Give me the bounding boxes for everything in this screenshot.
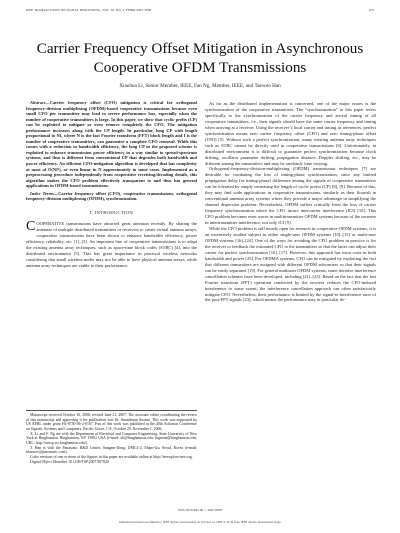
footnote: Manuscript received October 16, 2006; revised June 21, 2007. The associate editor coordinating the review of this manuscript and approving it for publication was Dr. Ananthram Swami. This work was supported by US AFRL under grant FA-8750-06-2-0167. Part of this work was published in the 40th Asilomar Conference on Signals, Systems and Computers, Pacific Grove, CA, October 29–November 1, 2006. — [26, 413, 197, 431]
page-number: 675 — [368, 8, 374, 12]
index-terms-text: Carrier frequency offset (CFO), cooperative transmissions, orthogonal frequency-division multiplexing (OFDM), synchronization. — [26, 190, 197, 202]
author-list: Xiaohua Li, Senior Member, IEEE, Fan Ng, Member, IEEE, and Taewoo Han — [119, 83, 281, 89]
abstract-text: Carrier frequency offset (CFO) mitigation is critical for orthogonal frequency-division multiplexing (OFDM)-based cooperative transmissions because even small CFO per transmitter may lead to severe performance loss, especially when the number of cooperative transmitters is large. In this paper, we show that cyclic prefix (CP) can be exploited to mitigate or even remove completely the CFO. The mitigation performance increases along with the CP length. In particular, long CP with length proportional to NI, where N is the fast Fourier transform (FFT) block length and I is the number of cooperative transmitters, can guarantee a complete CFO removal. While this comes with a reduction in bandwidth efficiency, the long CP in the proposed scheme is exploited to enhance transmission power efficiency in a way similar to spread-spectrum systems, and thus is different from conventional CP that degrades both bandwidth and power efficiency. An efficient CFO-mitigation algorithm is developed that has complexity at most of O(NI²), or even linear in N approximately in some cases. Implemented as a preprocessing procedure independently from cooperative receiving/decoding details, this algorithm makes the CFO problem effectively transparent to and thus has general applications in OFDM-based transmissions. — [26, 100, 197, 189]
paper-title: Carrier Frequency Offset Mitigation in Asynchronous Cooperative OFDM Transmissions — [36, 40, 364, 76]
journal-citation: IEEE TRANSACTIONS ON SIGNAL PROCESSING, VOL. 56, NO. 2, FEBRUARY 2008 — [26, 8, 152, 12]
left-column — [26, 100, 197, 268]
body-paragraph: Orthogonal-frequency-division-multiplexing (OFDM) transmission techniques [7] are desirable for combating the loss of timing-phase synchronization, since any limited propagation delay (or timing-phase) difference among the signals of cooperative transmitters can be tolerated by simply increasing the length of cyclic prefix (CP) [8], [9]. Because of this, they may find wide applications in cooperative transmissions, similarly as their flourish in conventional antenna array systems where they provide a major advantage in simplifying the channel dispersion problem. Nevertheless, OFDM suffers critically from the loss of carrier frequency synchronization where the CFO incurs intercarrier interference (ICI) [10]. This CFO problem becomes even worse in multitransmitter OFDM systems because of the increase in intertransmitter interference, not only ICI [9]. — [205, 166, 376, 226]
abstract — [26, 100, 197, 189]
intro-text: OOPERATIVE transmissions have attracted great attention recently. By sharing the antennas of multiple distributed transmitters or receivers to create virtual antenna arrays, cooperative transmissions have been shown to enhance bandwidth efficiency, power efficiency, reliability, etc. [1]–[3]. An important line of cooperative transmissions is to adapt the existing antenna array techniques, such as space-time block codes (STBC) [4], into the distributed environment [5]. This has great importance in practical wireless networks considering that small wireless nodes may not be able to have physical antenna arrays, while antenna array techniques are viable to their performance. — [26, 220, 197, 268]
issn-copyright: 1053-587X/$25.00 © 2007 IEEE — [177, 508, 223, 512]
drop-cap: C — [26, 218, 36, 234]
footnote: Digital Object Identifier 10.1109/TSP.2007.907820 — [30, 459, 109, 464]
license-notice: Authorized licensed use limited to: IEEE Xplore. Downloaded on October 14, 2008 at 16:36 from IEEE Xplore. Restrictions apply. — [118, 520, 282, 524]
running-head — [26, 8, 374, 12]
abstract-lead: Abstract— — [30, 100, 50, 105]
index-terms — [26, 191, 197, 202]
body-paragraph: While the CFO problem is still mostly open for research in cooperative OFDM systems, it is an extensively studied subject in either single-user OFDM systems [10]–[15] or multi-user OFDM systems [16]–[24]. One of the ways for avoiding the CFO problem in practice is for the receiver to feedback the estimated CFO to the transmitters so that the latter can adjust their carrier for perfect synchronization [16], [17]. However, this approach has extra costs in both bandwidth and power [25]. For OFDMA systems, CFO can be mitigated by exploiting the fact that different transmitters are assigned with different OFDM subcarriers so that their signals can be easily separated [19]. For general multiuser OFDM systems, some iterative interference cancellation schemes have been developed, including [21]–[23]. Based on the fact that the fast Fourier transform (FFT) operation conducted by the receiver reduces the CFO-induced interference to some extent, the interference cancellation approach can often satisfactorily mitigate CFO. Nevertheless, their performance is limited by the signal-to-interference ratio of the post-FFT signals [23], which means the performance may in particular de- — [205, 226, 376, 303]
section-heading: I. INTRODUCTION — [89, 209, 134, 215]
footnote: T. Han is with the Panasonic R&D Center, Sangam-Dong, DMC1-2, Mapo-Gu, Seoul, Korea (e-mail: htaewoo@panasonic.com). — [26, 445, 197, 455]
footnote: Color versions of one or more of the figures in this paper are available online at http://ieeexplore.ieee.org. — [30, 454, 193, 459]
index-terms-lead: Index Terms— — [30, 190, 59, 196]
footnotes — [26, 410, 197, 464]
intro-paragraph — [26, 218, 197, 269]
footnote: X. Li and F. Ng are with the Department of Electrical and Computer Engineering, State University of New York at Binghamton, Binghamton, NY 13902 USA (e-mail: xli@binghamton.edu; fngnone@binghamton.edu; URL: http://ucesp.ws.binghamton.edu/). — [26, 431, 197, 445]
right-column — [205, 101, 376, 303]
body-paragraph: As far as the distributed implementation is concerned, one of the major issues is the synchronization of the cooperative transmitters. The “synchronization” in this paper refers specifically to the synchronization of the carrier frequency and arrival timing of all cooperative transmitters, i.e., their signals should have the same carrier frequency and timing when arriving at a receiver. Using the receiver’s local carrier and timing as references, perfect synchronization means zero carrier frequency offset (CFO) and zero timing-phase offset (TPO) [5]. Without such a perfect synchronization, many existing antenna array techniques such as STBC cannot be directly used in cooperative transmissions [6]. Unfortunately, in distributed environment it is difficult to guarantee perfect synchronization because clock drifting, oscillator parameter drifting, propagation distance, Doppler shifting, etc., may be different among the transmitters and may be randomly time varying. — [205, 101, 376, 166]
